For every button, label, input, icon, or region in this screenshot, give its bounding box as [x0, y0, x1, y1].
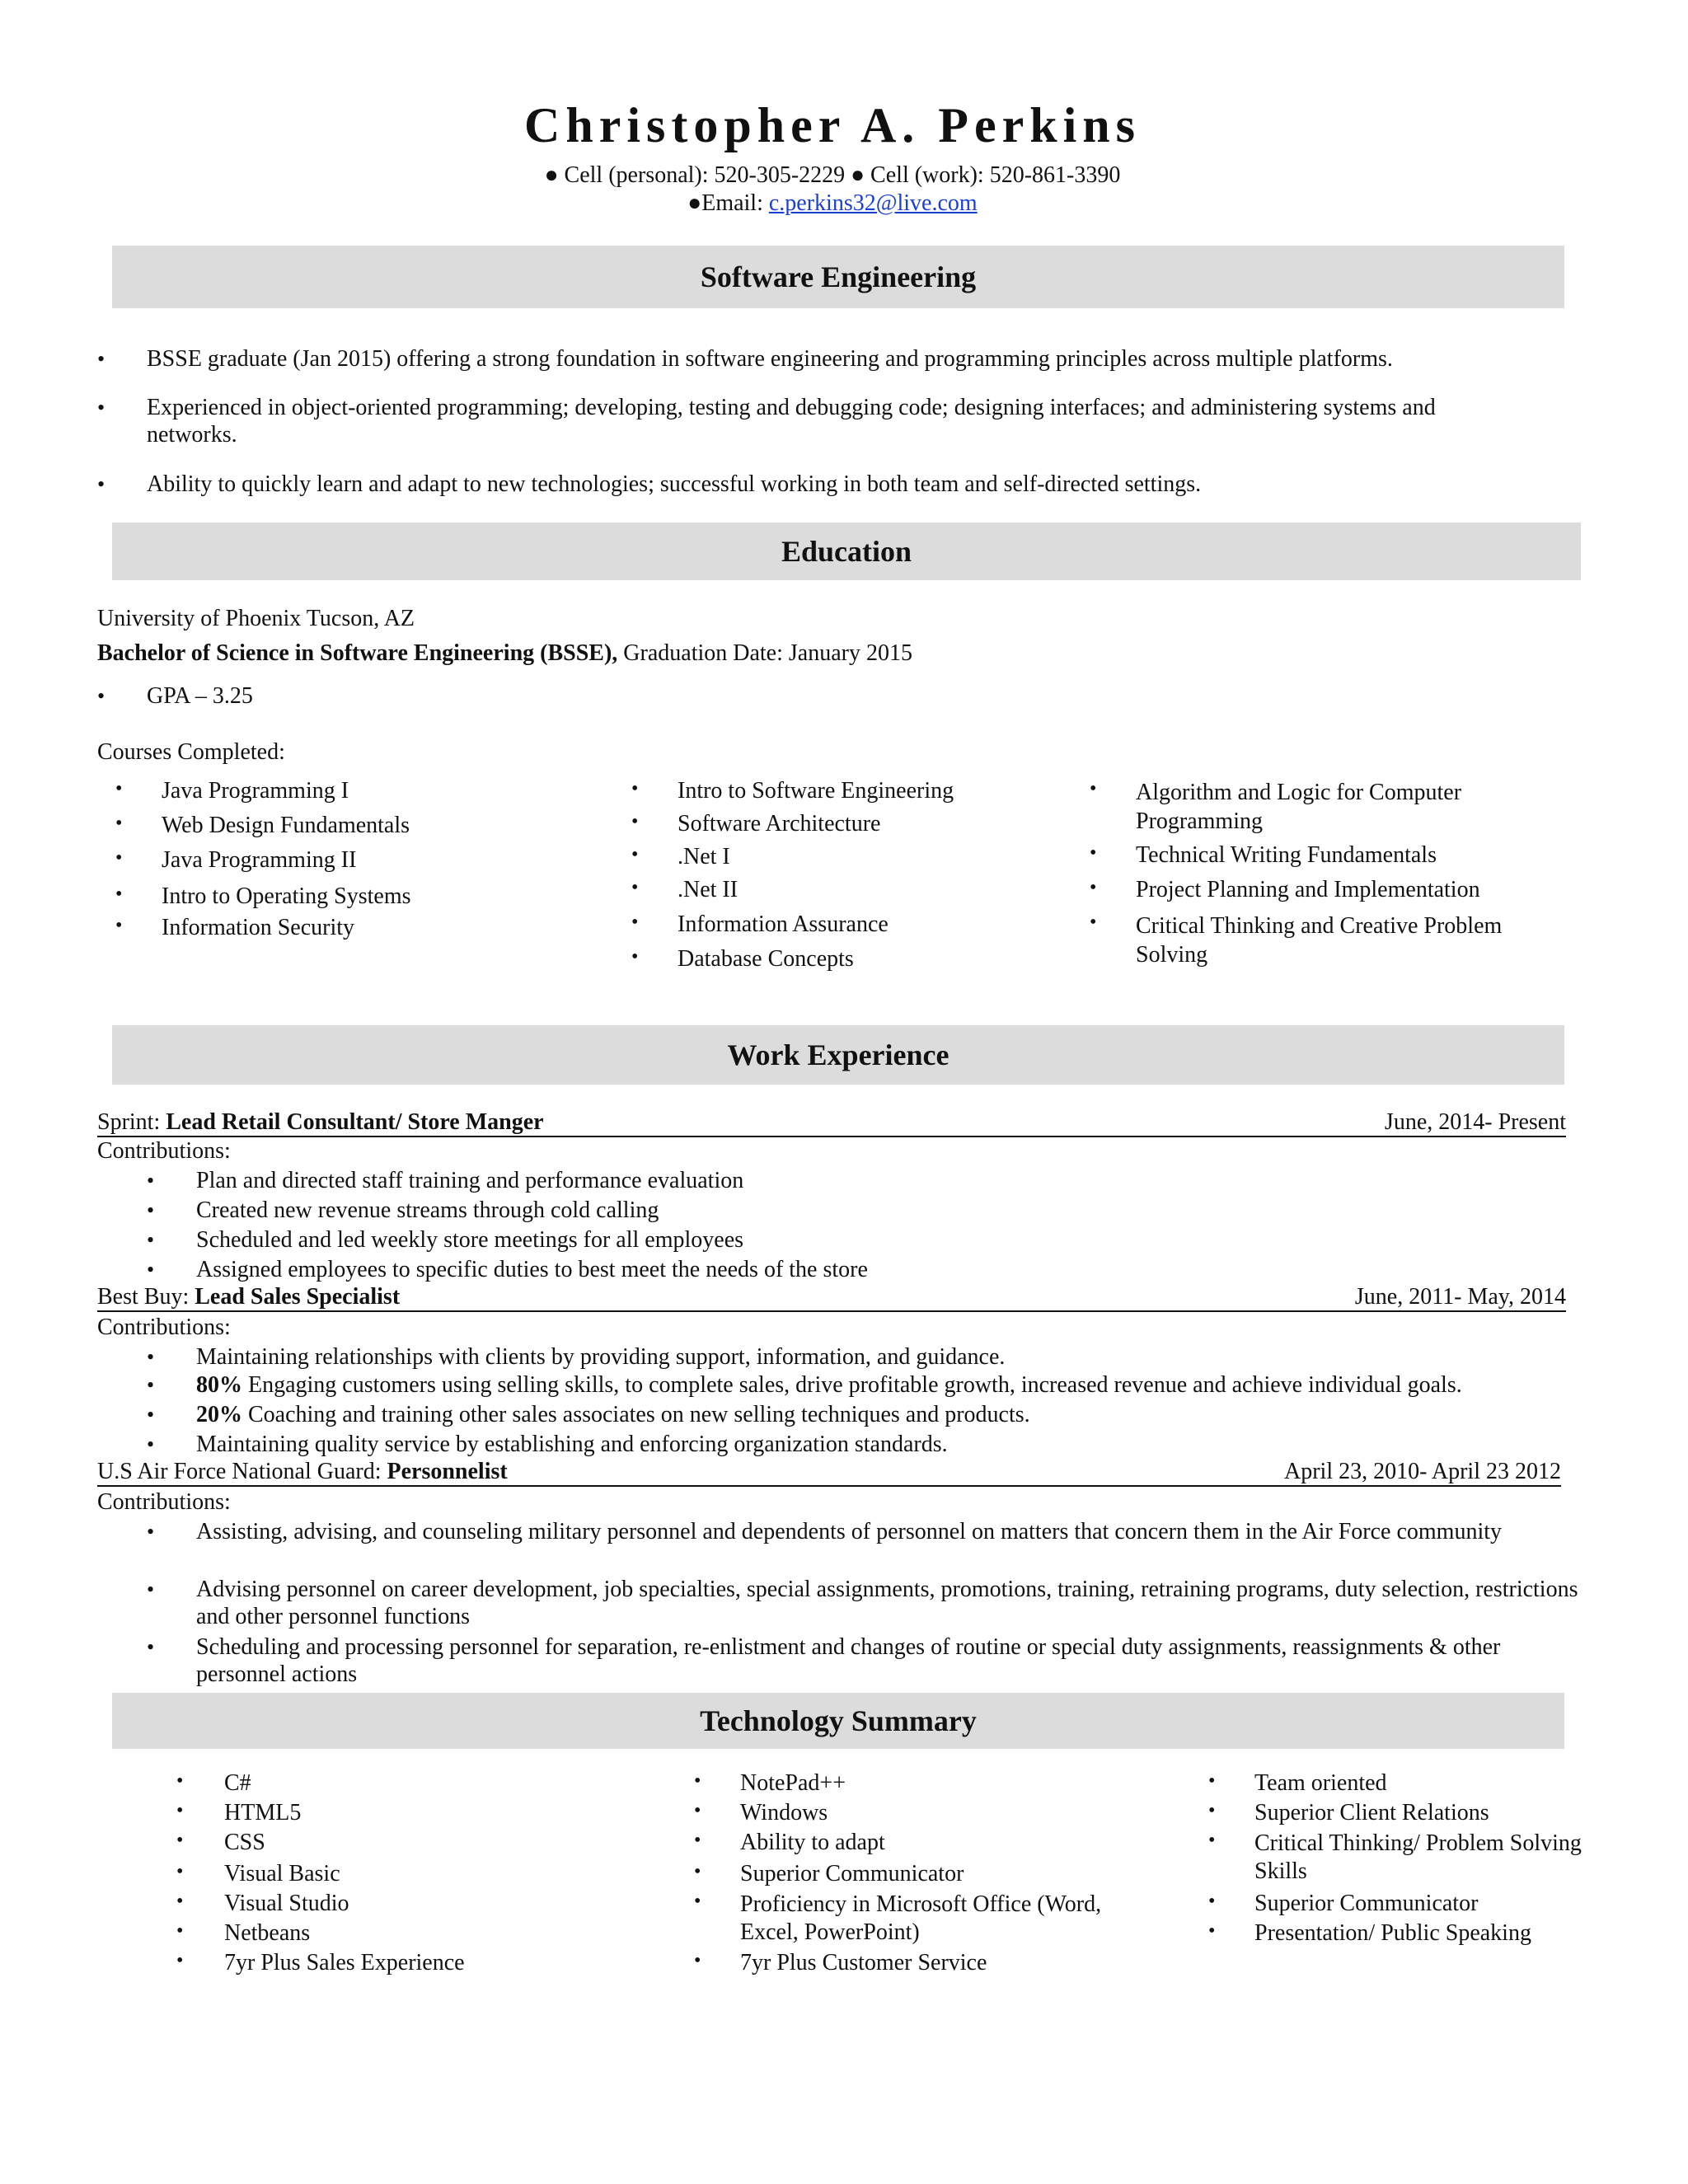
bullet-icon: • [147, 1169, 155, 1193]
contact-phones: ● Cell (personal): 520-305-2229 ● Cell (work): 520-861-3390 [544, 162, 1121, 188]
contribution-item: Assigned employees to specific duties to best meet the needs of the store [196, 1257, 868, 1282]
contribution-item: Plan and directed staff training and performance evaluation [196, 1168, 744, 1193]
bullet-icon: • [176, 1770, 184, 1792]
bullet-icon: • [176, 1950, 184, 1971]
contribution-item: Maintaining relationships with clients by providing support, information, and guidance. [196, 1344, 1006, 1370]
bullet-icon: • [1208, 1770, 1216, 1792]
contribution-percent: 80% [196, 1372, 242, 1398]
email-link[interactable]: c.perkins32@live.com [768, 190, 978, 216]
bullet-icon: • [176, 1830, 184, 1851]
bullet-icon: • [147, 1373, 155, 1397]
tech-item: Presentation/ Public Speaking [1254, 1920, 1531, 1946]
tech-item: Ability to adapt [740, 1830, 885, 1855]
bullet-icon: • [631, 811, 639, 832]
bullet-icon: • [176, 1800, 184, 1821]
section-header-education: Education [112, 523, 1581, 580]
bullet-icon: • [1208, 1891, 1216, 1912]
job-company: Sprint: [97, 1109, 161, 1135]
bullet-icon: • [1090, 912, 1097, 933]
course-item: Intro to Software Engineering [678, 778, 954, 804]
bullet-icon: • [147, 1198, 155, 1222]
bullet-icon: • [631, 877, 639, 898]
course-item: Technical Writing Fundamentals [1136, 842, 1437, 868]
course-item: Software Architecture [678, 811, 881, 837]
contribution-item: Created new revenue streams through cold calling [196, 1197, 659, 1223]
summary-item: Experienced in object-oriented programming; developing, testing and debugging code; designing interfaces; and administering systems and networks. [147, 395, 1436, 448]
tech-item: CSS [224, 1830, 265, 1855]
bullet-icon: • [115, 813, 123, 834]
course-item: Information Security [162, 915, 355, 940]
bullet-icon: • [1208, 1920, 1216, 1942]
bullet-icon: • [694, 1891, 701, 1912]
contribution-item: Maintaining quality service by establishing and enforcing organization standards. [196, 1432, 948, 1457]
bullet-icon: • [97, 347, 106, 371]
bullet-icon: • [147, 1403, 155, 1427]
job-company: U.S Air Force National Guard: [97, 1459, 382, 1484]
course-item: Information Assurance [678, 912, 889, 937]
contribution-item [196, 1401, 1030, 1428]
job-company: Best Buy: [97, 1284, 190, 1310]
bullet-icon: • [147, 1258, 155, 1282]
bullet-icon: • [147, 1432, 155, 1456]
job-heading-sprint [97, 1109, 1566, 1137]
section-header-technology-summary: Technology Summary [112, 1693, 1564, 1749]
course-item: Project Planning and Implementation [1136, 877, 1480, 902]
course-item: Critical Thinking and Creative Problem Solving [1136, 913, 1503, 968]
bullet-icon: • [631, 778, 639, 799]
contribution-percent: 20% [196, 1402, 242, 1427]
bullet-icon: • [631, 912, 639, 933]
bullet-icon: • [176, 1920, 184, 1942]
job-heading-air-force [97, 1459, 1561, 1487]
bullet-icon: • [694, 1861, 701, 1882]
candidate-name: Christopher A. Perkins [524, 98, 1141, 152]
bullet-icon: • [147, 1635, 155, 1659]
bullet-icon: • [147, 1520, 155, 1544]
bullet-icon: • [115, 847, 123, 869]
bullet-icon: • [694, 1830, 701, 1851]
course-item: Intro to Operating Systems [162, 883, 411, 909]
summary-item: Ability to quickly learn and adapt to new technologies; successful working in both team and self-directed settings. [147, 471, 1202, 497]
gpa: GPA – 3.25 [147, 683, 253, 709]
school-name: University of Phoenix Tucson, AZ [97, 606, 415, 631]
contribution-item: Assisting, advising, and counseling military personnel and dependents of personnel on matters that concern them in the Air Force community [196, 1519, 1502, 1544]
bullet-icon: • [694, 1950, 701, 1971]
tech-item: Windows [740, 1800, 828, 1825]
bullet-icon: • [147, 1345, 155, 1369]
section-header-work-experience: Work Experience [112, 1025, 1564, 1085]
degree-line [97, 640, 912, 668]
contribution-item [196, 1371, 1581, 1399]
degree-title: Bachelor of Science in Software Engineering (BSSE), [97, 640, 618, 666]
job-dates: June, 2011- May, 2014 [1354, 1284, 1566, 1310]
contributions-label: Contributions: [97, 1489, 231, 1515]
section-header-software-engineering: Software Engineering [112, 246, 1564, 308]
contribution-text: Coaching and training other sales associates on new selling techniques and products. [242, 1402, 1030, 1427]
tech-item: C# [224, 1770, 251, 1796]
bullet-icon: • [1090, 877, 1097, 898]
job-heading-best-buy [97, 1284, 1566, 1312]
tech-item: Netbeans [224, 1920, 311, 1946]
contribution-item: Advising personnel on career development, job specialties, special assignments, promotions, training, retraining programs, duty selection, restrictions and other personnel functions [196, 1577, 1578, 1629]
courses-label: Courses Completed: [97, 739, 285, 765]
bullet-icon: • [1090, 778, 1097, 799]
tech-item: Superior Client Relations [1254, 1800, 1489, 1825]
bullet-icon: • [147, 1228, 155, 1252]
bullet-icon: • [97, 396, 106, 419]
course-item: Web Design Fundamentals [162, 813, 410, 838]
tech-item: Superior Communicator [1254, 1891, 1479, 1916]
contact-email-line [0, 190, 1665, 218]
bullet-icon: • [1090, 842, 1097, 864]
course-item: Database Concepts [678, 946, 854, 972]
summary-item: BSSE graduate (Jan 2015) offering a strong foundation in software engineering and programming principles across multiple platforms. [147, 346, 1393, 372]
tech-item: Visual Studio [224, 1891, 349, 1916]
course-item: .Net II [678, 877, 738, 902]
course-item: .Net I [678, 844, 730, 869]
bullet-icon: • [97, 472, 106, 496]
email-label: ●Email: [687, 190, 763, 216]
tech-item: Critical Thinking/ Problem Solving Skills [1254, 1830, 1582, 1884]
tech-item: 7yr Plus Sales Experience [224, 1950, 465, 1975]
bullet-icon: • [115, 915, 123, 936]
job-dates: April 23, 2010- April 23 2012 [1284, 1459, 1561, 1484]
job-dates: June, 2014- Present [1384, 1109, 1566, 1135]
bullet-icon: • [694, 1770, 701, 1792]
contributions-label: Contributions: [97, 1315, 231, 1340]
tech-item: Team oriented [1254, 1770, 1387, 1796]
bullet-icon: • [115, 883, 123, 905]
job-title: Lead Sales Specialist [195, 1284, 401, 1310]
job-title: Lead Retail Consultant/ Store Manger [166, 1109, 544, 1135]
course-item: Algorithm and Logic for Computer Programming [1136, 780, 1462, 834]
bullet-icon: • [694, 1800, 701, 1821]
contribution-item: Scheduling and processing personnel for separation, re-enlistment and changes of routine or special duty assignments, reassignments & other personnel actions [196, 1634, 1501, 1687]
bullet-icon: • [147, 1577, 155, 1601]
tech-item: HTML5 [224, 1800, 302, 1825]
course-item: Java Programming I [162, 778, 349, 804]
tech-item: 7yr Plus Customer Service [740, 1950, 987, 1975]
bullet-icon: • [1208, 1800, 1216, 1821]
bullet-icon: • [176, 1891, 184, 1912]
tech-item: Proficiency in Microsoft Office (Word, Excel, PowerPoint) [740, 1891, 1102, 1945]
bullet-icon: • [115, 778, 123, 799]
bullet-icon: • [97, 684, 106, 708]
contributions-label: Contributions: [97, 1138, 231, 1164]
bullet-icon: • [1208, 1830, 1216, 1851]
bullet-icon: • [631, 844, 639, 865]
contribution-text: Engaging customers using selling skills, to complete sales, drive profitable growth, increased revenue and achieve individual goals. [242, 1372, 1462, 1398]
bullet-icon: • [631, 946, 639, 968]
tech-item: Visual Basic [224, 1861, 340, 1886]
graduation-date: Graduation Date: January 2015 [617, 640, 912, 666]
tech-item: NotePad++ [740, 1770, 846, 1796]
tech-item: Superior Communicator [740, 1861, 964, 1886]
job-title: Personnelist [387, 1459, 508, 1484]
contribution-item: Scheduled and led weekly store meetings for all employees [196, 1227, 744, 1253]
course-item: Java Programming II [162, 847, 357, 873]
bullet-icon: • [176, 1861, 184, 1882]
